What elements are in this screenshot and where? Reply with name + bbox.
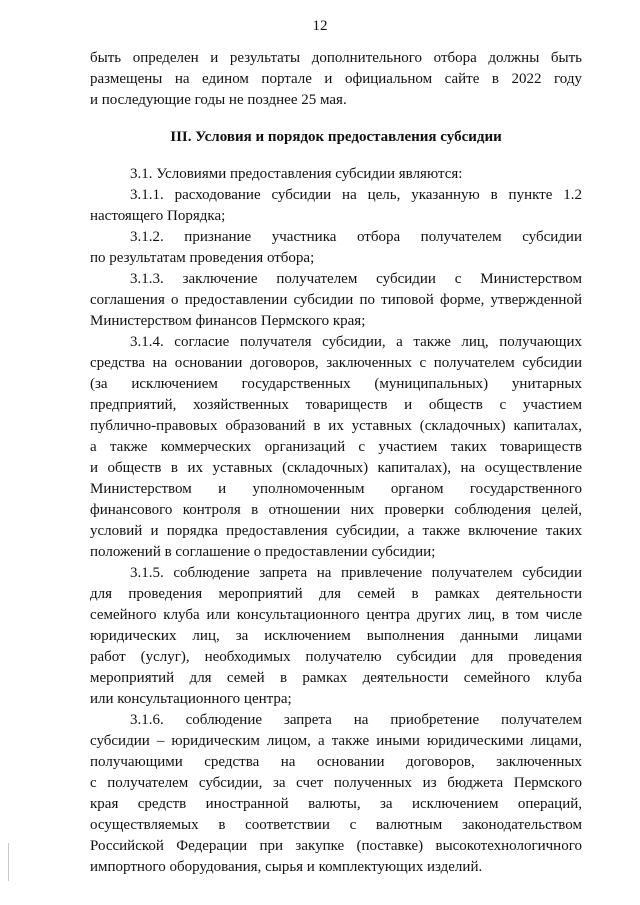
intro-line: размещены на едином портале и официальном сайте в 2022 году xyxy=(90,71,582,87)
clause-3-1-5-line: мероприятий для семей в рамках деятельности семейного клуба xyxy=(90,670,582,686)
clause-3-1-6-line: 3.1.6. соблюдение запрета на приобретение получателем xyxy=(130,712,582,728)
clause-3-1-3-line: Министерством финансов Пермского края; xyxy=(90,313,366,329)
clause-3-1-6-line: края средств иностранной валюты, за исключением операций, xyxy=(90,796,582,812)
clause-3-1-4-line: условий и порядка предоставления субсидии, а также включение таких xyxy=(90,523,582,539)
page-number: 12 xyxy=(312,18,328,34)
clause-3-1-4-line: и обществ в их уставных (складочных) капиталах), на осуществление xyxy=(90,460,582,476)
clause-3-1-5-line: юридических лиц, за исключением выполнения данными лицами xyxy=(90,628,582,644)
clause-3-1-line: 3.1. Условиями предоставления субсидии являются: xyxy=(130,166,463,182)
clause-3-1-5-line: семейного клуба или консультационного центра других лиц, в том числе xyxy=(90,607,582,623)
clause-3-1-6-line: импортного оборудования, сырья и комплектующих изделий. xyxy=(90,859,483,875)
clause-3-1-2-line: 3.1.2. признание участника отбора получателем субсидии xyxy=(130,229,582,245)
intro-line: быть определен и результаты дополнительного отбора должны быть xyxy=(90,50,582,66)
clause-3-1-2-line: по результатам проведения отбора; xyxy=(90,250,315,266)
clause-3-1-5-line: для проведения мероприятий для семей в рамках деятельности xyxy=(90,586,582,602)
clause-3-1-6-line: Российской Федерации при закупке (поставке) высокотехнологичного xyxy=(90,838,582,854)
clause-3-1-4-line: средства на основании договоров, заключенных с получателем субсидии xyxy=(90,355,582,371)
clause-3-1-4-line: Министерством и уполномоченным органом государственного xyxy=(90,481,582,497)
clause-3-1-4-line: предприятий, хозяйственных товариществ и обществ с участием xyxy=(90,397,582,413)
clause-3-1-6-line: с получателем субсидии, за счет полученных из бюджета Пермского xyxy=(90,775,582,791)
clause-3-1-6-line: осуществляемых в соответствии с валютным законодательством xyxy=(90,817,582,833)
section-heading: III. Условия и порядок предоставления субсидии xyxy=(170,129,502,145)
clause-3-1-6-line: субсидии – юридическим лицом, а также иными юридическими лицами, xyxy=(90,733,582,749)
clause-3-1-3-line: 3.1.3. заключение получателем субсидии с Министерством xyxy=(130,271,582,287)
clause-3-1-5-line: 3.1.5. соблюдение запрета на привлечение получателем субсидии xyxy=(130,565,582,581)
clause-3-1-4-line: (за исключением государственных (муниципальных) унитарных xyxy=(90,376,582,392)
intro-line: и последующие годы не позднее 25 мая. xyxy=(90,92,347,108)
clause-3-1-4-line: а также коммерческих организаций с участием таких товариществ xyxy=(90,439,582,455)
clause-3-1-5-line: или консультационного центра; xyxy=(90,691,292,707)
clause-3-1-4-line: положений в соглашение о предоставлении субсидии; xyxy=(90,544,436,560)
scan-edge-mark xyxy=(8,843,9,881)
clause-3-1-4-line: финансового контроля в отношении них проверки соблюдения целей, xyxy=(90,502,582,518)
clause-3-1-6-line: получающими средства на основании договоров, заключенных xyxy=(90,754,582,770)
clause-3-1-4-line: 3.1.4. согласие получателя субсидии, а также лиц, получающих xyxy=(130,334,582,350)
clause-3-1-4-line: публично-правовых образований в их уставных (складочных) капиталах, xyxy=(90,418,582,434)
clause-3-1-3-line: соглашения о предоставлении субсидии по типовой форме, утвержденной xyxy=(90,292,582,308)
clause-3-1-1-line: настоящего Порядка; xyxy=(90,208,226,224)
clause-3-1-1-line: 3.1.1. расходование субсидии на цель, указанную в пункте 1.2 xyxy=(130,187,582,203)
clause-3-1-5-line: работ (услуг), необходимых получателю субсидии для проведения xyxy=(90,649,582,665)
